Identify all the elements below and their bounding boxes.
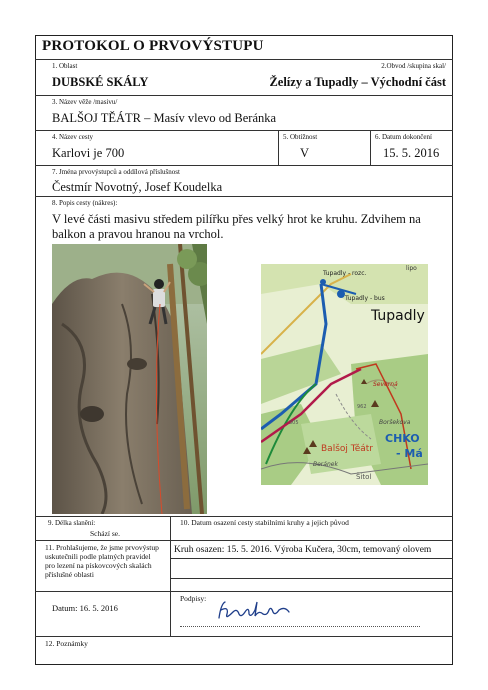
route-label: 4. Název cesty [52,133,94,141]
date-signed: Datum: 16. 5. 2016 [52,603,118,613]
map-label-balsoj: Balšoj Těátr [321,444,373,454]
divider [278,130,279,165]
declaration-text: 11. Prohlašujeme, že jsme prvovýstup uskutečnili podle platných pravidel pro lezení na pískovcových skalách příslušné oblasti [45,543,159,579]
route-photo [52,244,207,514]
tower-value: BALŠOJ TĚÁTR – Masív vlevo od Beránka [52,111,277,125]
map-label-town: Tupadly [371,308,425,324]
district-label: 2.Obvod /skupina skal/ [381,62,446,70]
rappel-label: 9. Délka slanění: [48,519,96,527]
area-value: DUBSKÉ SKÁLY [52,75,149,89]
divider [35,59,453,60]
map-label-chko: CHKO [385,432,420,445]
map-label-elev-2: 305 [289,420,299,426]
divider [35,95,453,96]
divider [35,516,453,517]
district-value: Želízy a Tupadly – Východní část [269,75,446,89]
divider [35,130,453,131]
page-title: PROTOKOL O PRVOVÝSTUPU [42,38,264,54]
divider [35,540,453,541]
notes-label: 12. Poznámky [45,639,88,648]
completion-date-label: 6. Datum dokončení [375,133,432,141]
map-label-lipo: lipo [406,265,417,272]
map-label-tupadly-rozc: Tupadly - rozc. [323,270,367,277]
difficulty-label: 5. Obtížnost [283,133,318,141]
map-label-borsekova: Boršekova [379,419,411,426]
divider [35,165,453,166]
rappel-value: Schází se. [90,529,120,538]
tower-label: 3. Název věže /masivu/ [52,98,118,106]
map-label-elev-1: 962 [357,404,367,410]
divider [35,196,453,197]
difficulty-value: V [300,146,310,160]
divider [370,130,371,165]
route-map [261,264,428,485]
area-label: 1. Oblast [52,62,78,70]
climbers-value: Čestmír Novotný, Josef Koudelka [52,180,223,194]
divider [170,578,453,579]
signature-image [215,598,295,624]
divider [35,591,453,592]
signature-label: Podpisy: [180,594,207,603]
map-label-sitol: Šitol [356,473,372,481]
divider [170,558,453,559]
anchors-value: Kruh osazen: 15. 5. 2016. Výroba Kučera, 30cm, temovaný olovem [174,545,432,555]
divider [35,636,453,637]
climbers-label: 7. Jména prvovýstupců a oddílová příslušnost [52,168,180,176]
map-label-severna: Severná [373,381,398,388]
description-value: V levé části masivu středem pilířku přes velký hrot ke kruhu. Zdvihem na balkon a pravou hranou na vrchol. [52,212,421,241]
anchors-label: 10. Datum osazení cesty stabilními kruhy a jejich původ [180,518,349,527]
completion-date-value: 15. 5. 2016 [383,146,440,160]
divider [170,516,171,636]
map-label-beranek: Beránek [313,461,338,468]
map-label-ma: - Má [396,447,423,460]
signature-line [180,626,420,627]
map-label-tupadly-bus: Tupadly - bus [345,295,385,302]
route-value: Karlovi je 700 [52,146,125,160]
description-label: 8. Popis cesty (nákres): [52,199,118,207]
